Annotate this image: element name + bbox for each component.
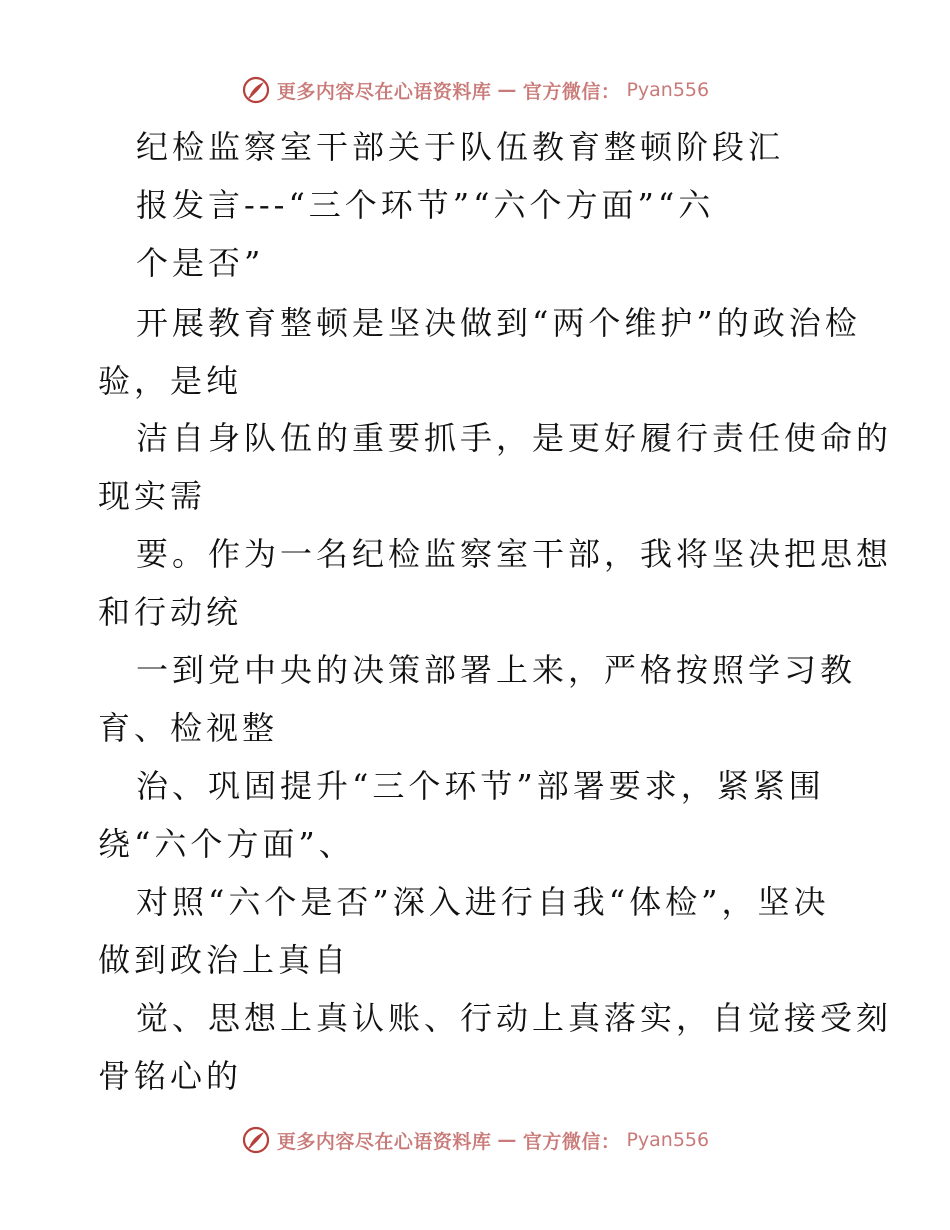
text-line: 和行动统	[98, 593, 243, 631]
footer-banner	[0, 1120, 950, 1160]
title-line-1: 纪检监察室干部关于队伍教育整顿阶段汇	[136, 128, 785, 166]
banner-separator: —	[497, 1129, 517, 1151]
banner-label: 官方微信：	[522, 80, 621, 103]
text-line: 验，是纯	[98, 362, 243, 400]
banner-label: 官方微信：	[522, 1130, 621, 1153]
text-line: 育、检视整	[98, 709, 279, 747]
text-line: 要。作为一名纪检监察室干部，我将坚决把思想	[136, 535, 893, 573]
banner-text: 更多内容尽在心语资料库	[276, 80, 492, 103]
text-line: 对照“六个是否”深入进行自我“体检”，坚决	[136, 883, 830, 921]
text-line: 骨铭心的	[98, 1057, 243, 1095]
banner-separator: —	[497, 79, 517, 101]
text-line: 开展教育整顿是坚决做到“两个维护”的政治检	[136, 304, 861, 342]
banner-text: 更多内容尽在心语资料库	[276, 1130, 492, 1153]
text-line: 绕“六个方面”、	[98, 825, 355, 863]
text-line: 洁自身队伍的重要抓手，是更好履行责任使命的	[136, 419, 893, 457]
text-line: 治、巩固提升“三个环节”部署要求，紧紧围	[136, 767, 825, 805]
title-line-2: 报发言---“三个环节”“六个方面”“六	[136, 186, 715, 224]
text-line: 做到政治上真自	[98, 941, 351, 979]
quill-seal-icon	[241, 1125, 271, 1155]
banner-wechat-id: Pyan556	[626, 79, 710, 101]
text-line: 一到党中央的决策部署上来，严格按照学习教	[136, 651, 857, 689]
banner-wechat-id: Pyan556	[626, 1129, 710, 1151]
title-line-3: 个是否”	[136, 244, 265, 282]
text-line: 觉、思想上真认账、行动上真落实，自觉接受刻	[136, 999, 893, 1037]
text-line: 现实需	[98, 477, 207, 515]
